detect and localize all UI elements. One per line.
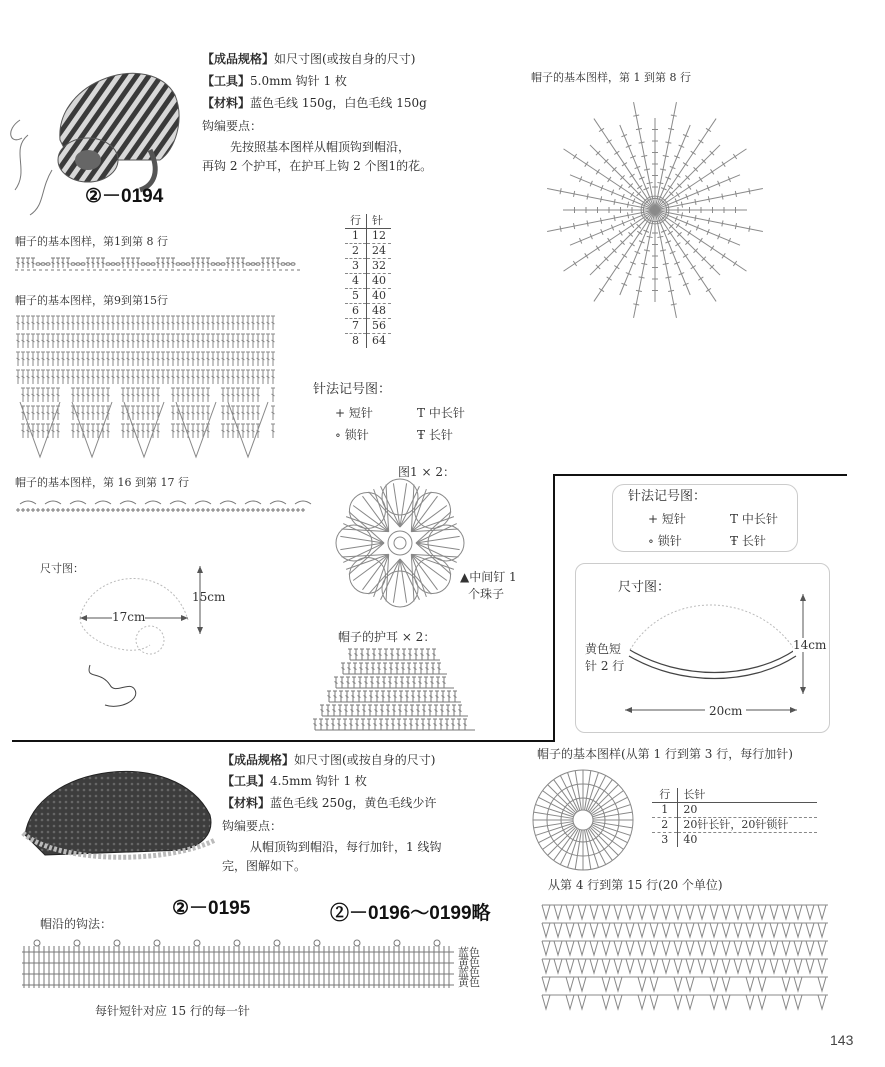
caption-rows-9-15: 帽子的基本图样，第9到第15行: [15, 294, 168, 307]
motif-note-1: ▲中间钉 1: [460, 570, 517, 584]
motif-note-2: 个珠子: [468, 587, 505, 601]
material-line-0195: 【材料】蓝色毛线 250g，黄色毛线少许: [222, 796, 437, 810]
section-divider-horizontal: [12, 740, 555, 742]
brim-chart: [22, 938, 462, 998]
method-title-0195: 钩编要点：: [222, 819, 283, 833]
size-diagram-0194: [70, 560, 260, 710]
size-height-0195: 14cm: [793, 638, 827, 652]
spec-line-0195: 【成品规格】如尺寸图(或按自身的尺寸): [222, 753, 436, 767]
page-number: 143: [830, 1032, 854, 1048]
caption-rows-1-8: 帽子的基本图样，第1到第 8 行: [15, 235, 168, 248]
method-line-2: 再钩 2 个护耳，在护耳上钩 2 个图1的花。: [202, 159, 433, 173]
crown-circle-chart: [535, 90, 775, 330]
legend-title-0195: 针法记号图：: [628, 489, 707, 504]
legend-title-0194: 针法记号图：: [313, 382, 392, 397]
stitch-count-table: 行 针 1 12 2 24 3 32 4 40 5 40 6 48 7 56 8 64: [345, 214, 391, 348]
size-edge-label-2: 针 2 行: [585, 659, 625, 673]
legend-0195: + 短针 T 中长针 ∘ 锁针 Ŧ 长针: [648, 512, 778, 548]
stitch-count-table-0195: 行 长针 1 20 2 20针长针，20针锁针 3 40: [652, 788, 817, 847]
earflap-title: 帽子的护耳 × 2：: [338, 630, 436, 644]
section-divider-vertical: [553, 474, 555, 742]
caption-basic-0195: 帽子的基本图样(从第 1 行到第 3 行，每行加针): [537, 747, 793, 761]
size-title-0195: 尺寸图：: [618, 580, 671, 595]
brim-note: 每针短针对应 15 行的每一针: [95, 1004, 250, 1018]
material-line: 【材料】蓝色毛线 150g，白色毛线 150g: [202, 96, 427, 110]
row-chart-9-15: [15, 312, 280, 462]
row-chart-4-15: [540, 895, 830, 1020]
pattern-code-0194: ②－0194: [85, 186, 164, 207]
earflap-chart: [325, 645, 465, 740]
spec-line: 【成品规格】如尺寸图(或按自身的尺寸): [202, 52, 416, 66]
tool-line: 【工具】5.0mm 钩针 1 枚: [202, 74, 347, 88]
row-chart-16-17: [15, 494, 315, 516]
dark-hat-photo: [15, 745, 225, 875]
size-height-0194: 15cm: [192, 590, 226, 604]
brim-color-labels: 蓝色 黄色 蓝色 黄色: [458, 946, 480, 989]
caption-rows-16-17: 帽子的基本图样，第 16 到第 17 行: [15, 476, 189, 489]
caption-circle-0194: 帽子的基本图样，第 1 到第 8 行: [531, 71, 691, 84]
brim-title: 帽沿的钩法：: [40, 917, 113, 931]
method-line-2-0195: 完，图解如下。: [222, 859, 307, 873]
size-edge-label-1: 黄色短: [585, 642, 622, 656]
pattern-code-0195: ②－0195: [172, 898, 251, 919]
motif-title: 图1 × 2：: [398, 465, 455, 479]
section-divider-frame: [555, 474, 847, 476]
pattern-code-0196-0199: ②－0196～0199略: [330, 903, 491, 924]
tool-line-0195: 【工具】4.5mm 钩针 1 枚: [222, 774, 367, 788]
size-width-0195: 20cm: [705, 704, 746, 718]
size-title-0194: 尺寸图：: [40, 562, 84, 575]
caption-rows-4-15: 从第 4 行到第 15 行(20 个单位): [548, 878, 723, 892]
method-title: 钩编要点：: [202, 119, 263, 133]
size-width-0194: 17cm: [112, 610, 146, 624]
flower-motif-chart: [332, 477, 472, 617]
row-chart-1-8: [15, 252, 305, 274]
method-line-1-0195: 从帽顶钩到帽沿，每行加针，1 线钩: [250, 840, 442, 854]
crown-rings-chart: [528, 765, 638, 875]
method-line-1: 先按照基本图样从帽顶钩到帽沿，: [230, 140, 411, 154]
legend-0194: + 短针 T 中长针 ∘ 锁针 Ŧ 长针: [335, 406, 465, 442]
